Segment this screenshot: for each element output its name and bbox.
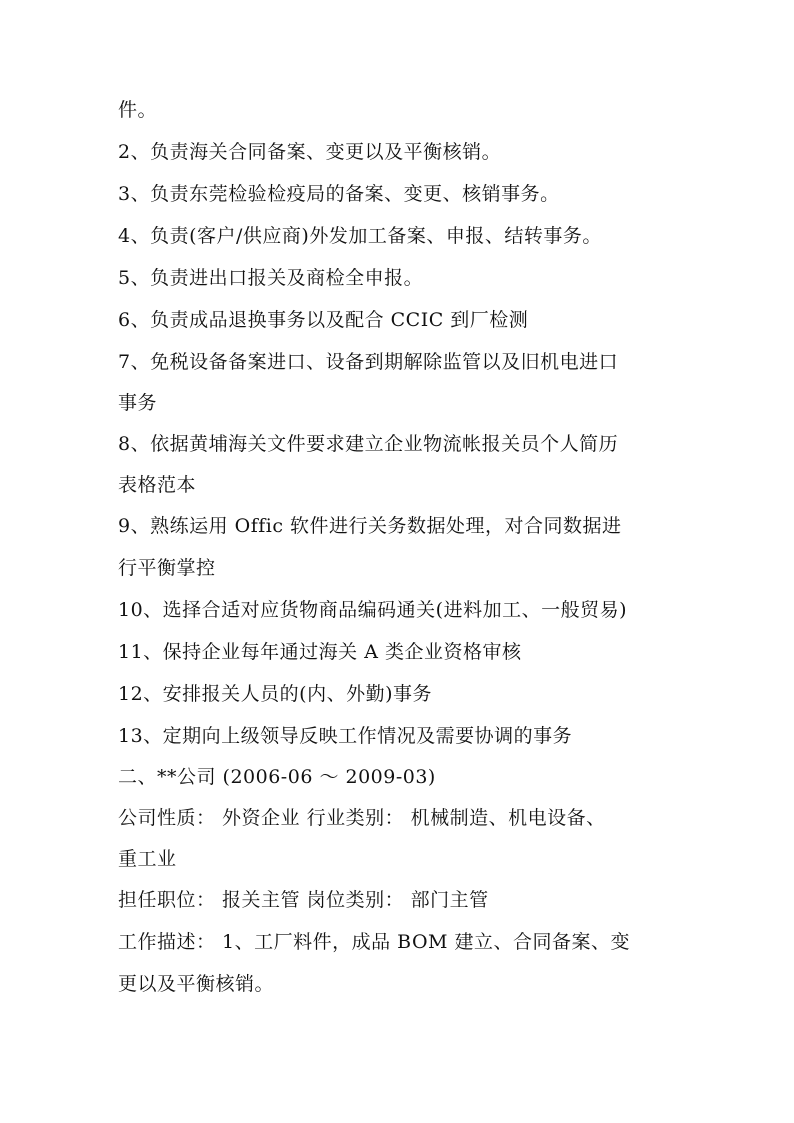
text-line: 8、依据黄埔海关文件要求建立企业物流帐报关员个人简历 (118, 433, 619, 455)
text-line: 2、负责海关合同备案、变更以及平衡核销。 (118, 141, 502, 163)
text-line: 事务 (118, 392, 158, 414)
text-line: 10、选择合适对应货物商品编码通关(进料加工、一般贸易) (118, 599, 628, 621)
text-line: 6、负责成品退换事务以及配合 CCIC 到厂检测 (118, 309, 529, 331)
text-line: 行平衡掌控 (118, 557, 216, 579)
text-line: 重工业 (118, 848, 177, 870)
section-heading: 二、**公司 (2006-06 ～ 2009-03) (118, 766, 436, 788)
text-line: 5、负责进出口报关及商检全申报。 (118, 267, 424, 289)
text-line: 件。 (118, 99, 158, 121)
text-line: 12、安排报关人员的(内、外勤)事务 (118, 683, 433, 705)
text-line: 9、熟练运用 Offic 软件进行关务数据处理，对合同数据进 (118, 515, 622, 537)
text-line: 4、负责(客户/供应商)外发加工备案、申报、结转事务。 (118, 225, 602, 247)
text-line: 表格范本 (118, 474, 197, 496)
text-line: 3、负责东莞检验检疫局的备案、变更、核销事务。 (118, 183, 560, 205)
text-line: 13、定期向上级领导反映工作情况及需要协调的事务 (118, 725, 573, 747)
text-line: 11、保持企业每年通过海关 A 类企业资格审核 (118, 641, 522, 663)
text-line: 7、免税设备备案进口、设备到期解除监管以及旧机电进口 (118, 351, 619, 373)
text-line: 更以及平衡核销。 (118, 973, 275, 995)
text-line: 公司性质： 外资企业 行业类别： 机械制造、机电设备、 (118, 807, 606, 829)
text-line: 担任职位： 报关主管 岗位类别： 部门主管 (118, 889, 489, 911)
text-line: 工作描述： 1、工厂料件，成品 BOM 建立、合同备案、变 (118, 931, 631, 953)
